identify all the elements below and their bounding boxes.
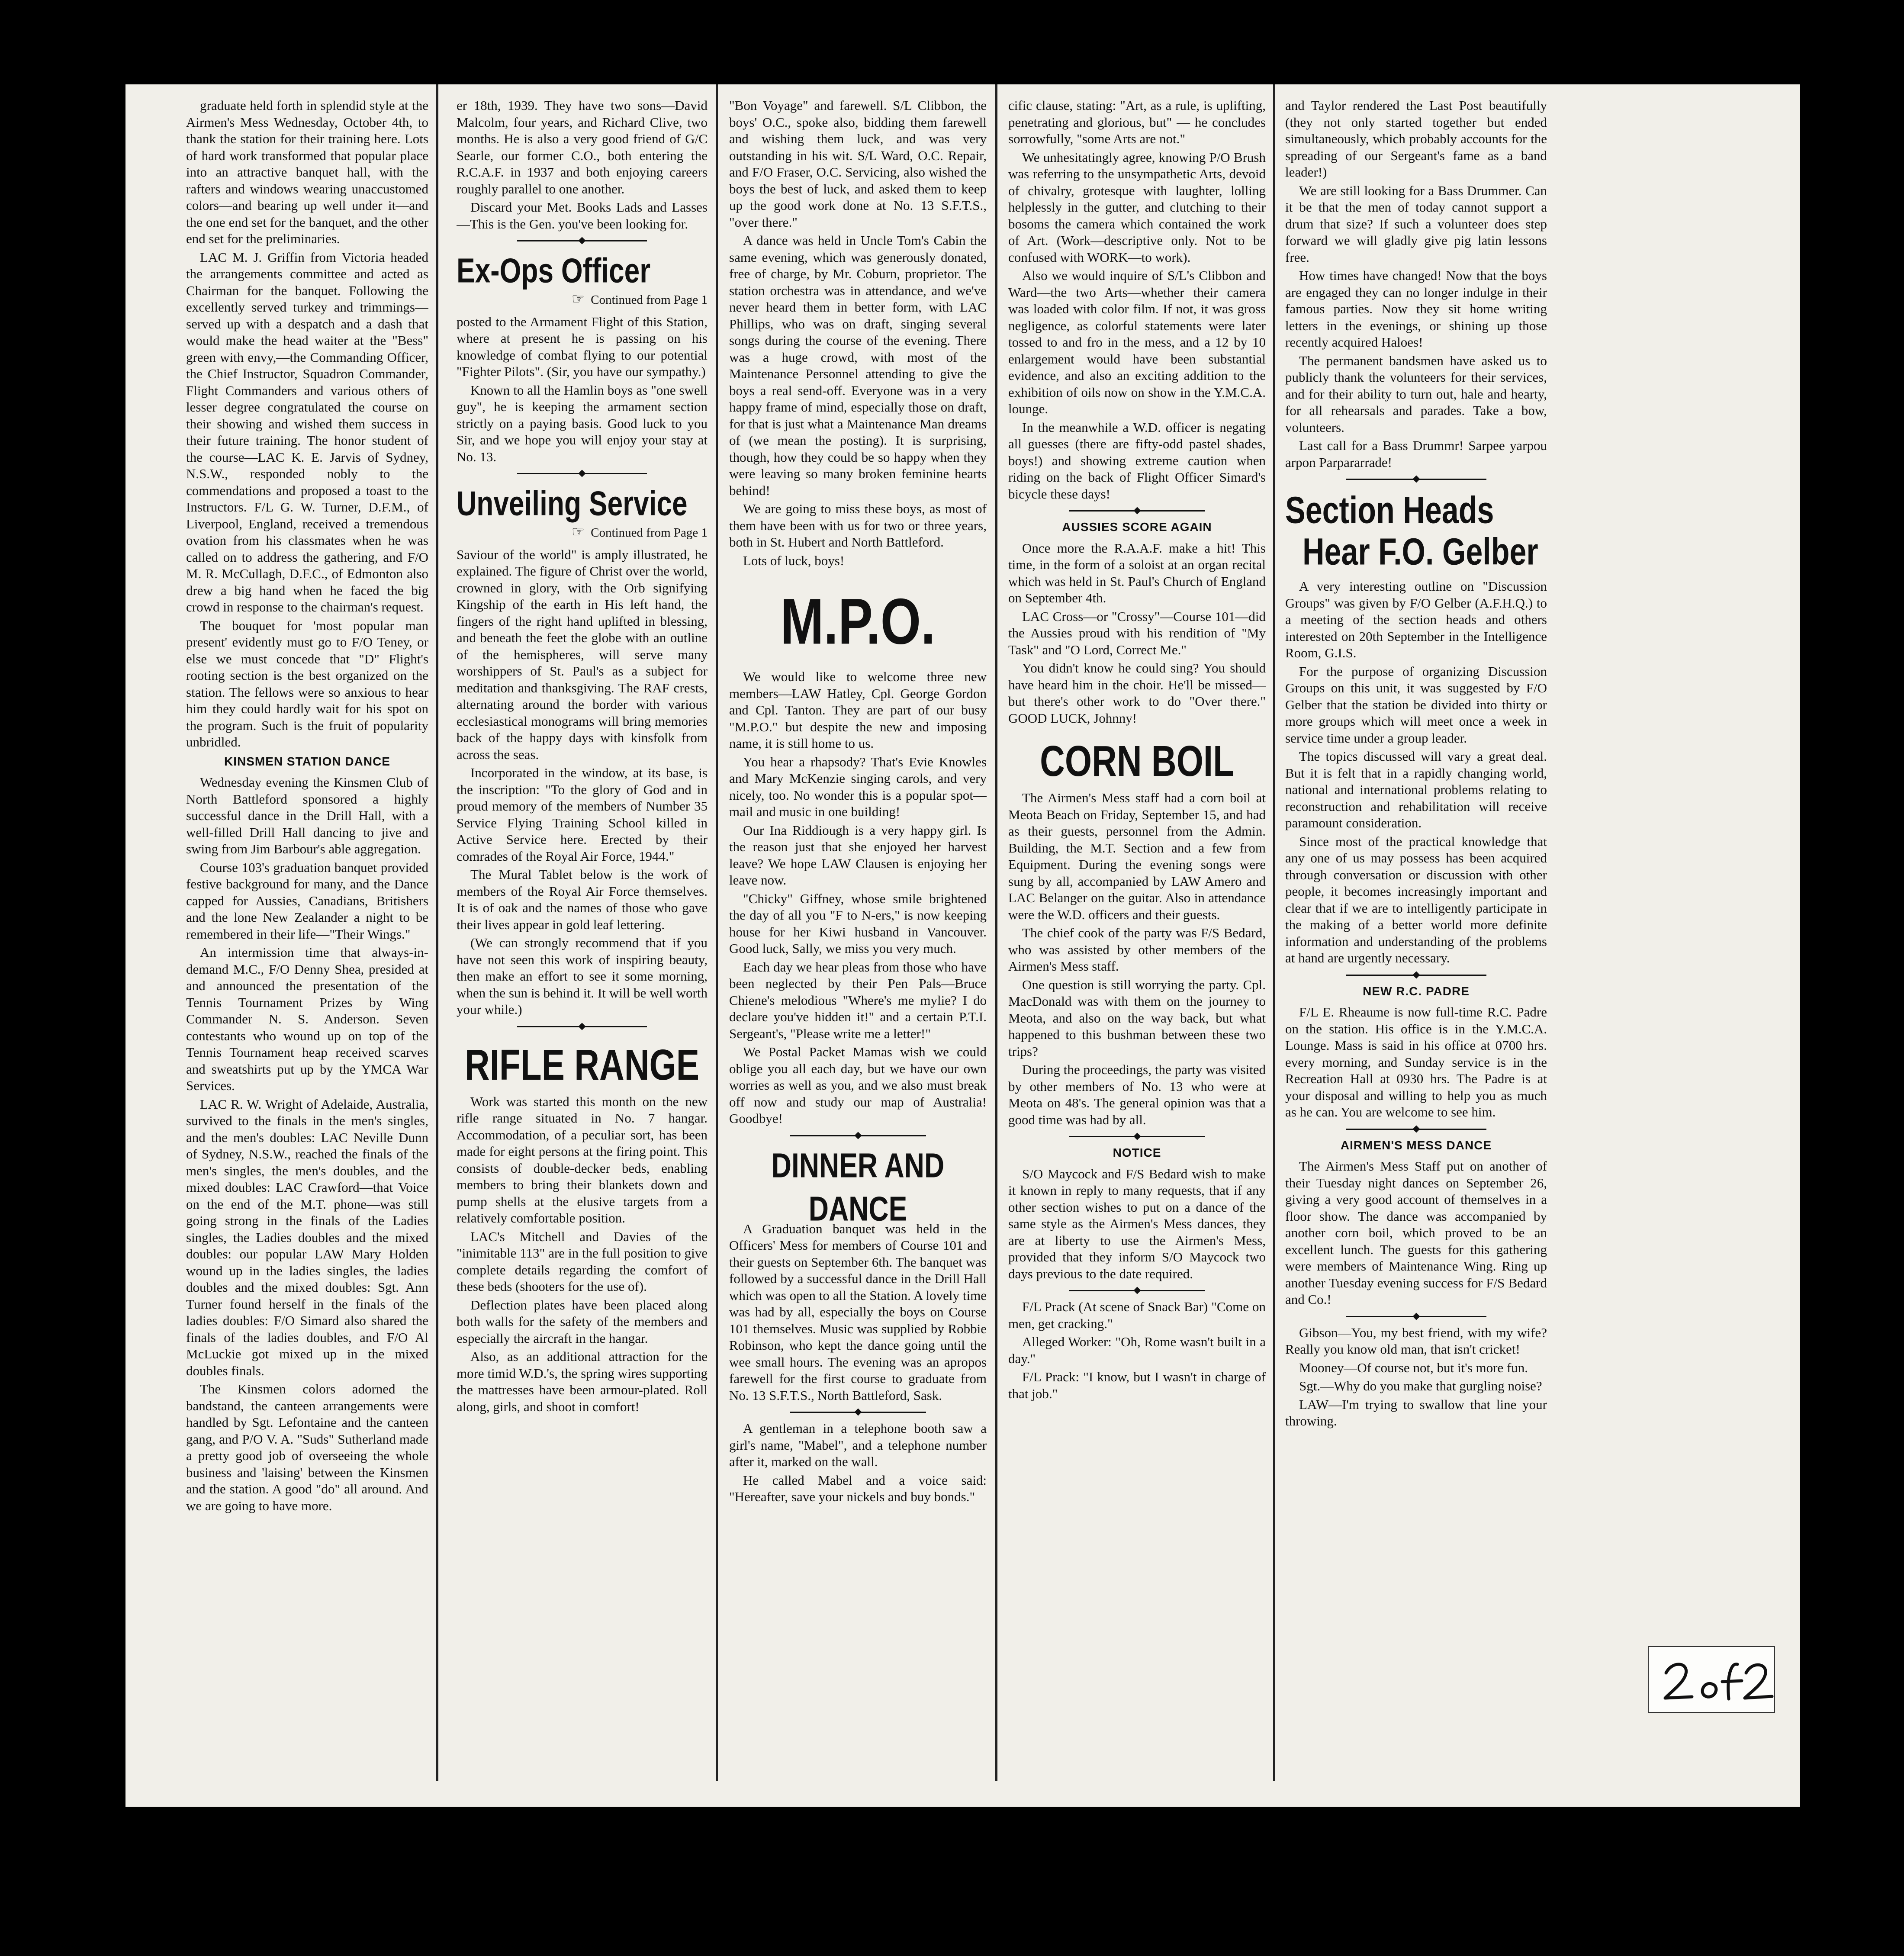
- column-rule: [995, 84, 997, 1781]
- mpo-headline: M.P.O.: [780, 585, 936, 658]
- diamond-rule-icon: [1285, 1313, 1547, 1320]
- article-paragraph: Also we would inquire of S/L's Clibbon and Ward—the two Arts—whether their camera was loaded with color film. If not, it was gross negligence, as colorful statements were later tossed to and fro in the mess, and a 12 by 10 enlargement would have been substantial evidence, and also an exciting addition to the exhibition of oils now on show in the Y.M.C.A. lounge.: [1008, 268, 1266, 416]
- diamond-rule-icon: [729, 1408, 987, 1416]
- article-paragraph: During the proceedings, the party was visited by other members of No. 13 who were at Meota on 48's. The general opinion was that a good time was had by all.: [1008, 1062, 1266, 1127]
- article-paragraph: He called Mabel and a voice said: "Hereafter, save your nickels and buy bonds.": [729, 1472, 987, 1504]
- article-paragraph: We Postal Packet Mamas wish we could oblige you all each day, but we have our own worries as well as you, and we also must break off now and study our map of Australia! Goodbye!: [729, 1044, 987, 1126]
- article-paragraph: LAC's Mitchell and Davies of the "inimitable 113" are in the full position to give complete details regarding the comfort of these beds (shooters for the use of).: [457, 1229, 708, 1294]
- diamond-rule-icon: [457, 237, 708, 244]
- article-paragraph: The Airmen's Mess Staff put on another of their Tuesday night dances on September 26, giving a very good account of themselves in a floor show. The dance was accompanied by another corn boil, which proved to be an excellent lunch. The guests for this gathering were members of Maintenance Wing. Ring up another Tuesday evening success for F/S Bedard and Co.!: [1285, 1158, 1547, 1307]
- diamond-rule-icon: [1008, 507, 1266, 515]
- article-paragraph: Sgt.—Why do you make that gurgling noise?: [1299, 1378, 1542, 1393]
- article-paragraph: er 18th, 1939. They have two sons—David Malcolm, four years, and Richard Clive, two months. He is also a very good friend of G/C Searle, our former C.O., both entering the R.C.A.F. in 1937 and both enjoying careers roughly parallel to one another.: [457, 98, 708, 196]
- article-paragraph: We are still looking for a Bass Drummer. Can it be that the men of today cannot support a drum that size? If such a volunteer does step forward we will gladly give pig latin lessons free.: [1285, 183, 1547, 265]
- padre-headline: NEW R.C. PADRE: [1363, 984, 1470, 998]
- article-paragraph: We are going to miss these boys, as most of them have been with us for two or three years, both in St. Hubert and North Battleford.: [729, 501, 987, 550]
- article-paragraph: F/L Prack: "I know, but I wasn't in charge of that job.": [1008, 1369, 1266, 1401]
- aussies-headline: AUSSIES SCORE AGAIN: [1062, 520, 1212, 534]
- article-paragraph: We would like to welcome three new members—LAW Hatley, Cpl. George Gordon and Cpl. Tanton. They are part of our busy "M.P.O." but despite the new and imposing name, it is still home to us.: [729, 669, 987, 751]
- article-paragraph: Lots of luck, boys!: [743, 553, 845, 568]
- article-paragraph: (We can strongly recommend that if you have not seen this work of inspiring beauty, then make an effort to see it some morning, when the sun is behind it. It will be well worth your while.): [457, 935, 708, 1017]
- diamond-rule-icon: [457, 1023, 708, 1030]
- article-paragraph: Our Ina Riddiough is a very happy girl. Is the reason just that she enjoyed her harvest leave? We hope LAW Clausen is enjoying her leave now.: [729, 822, 987, 888]
- article-paragraph: You hear a rhapsody? That's Evie Knowles and Mary McKenzie singing carols, and very nicely, too. No wonder this is a popular spot—mail and music in one building!: [729, 754, 987, 819]
- article-paragraph: "Chicky" Giffney, whose smile brightened the day of all you "F to N-ers," is now keeping house for her Kiwi husband in Vancouver. Good luck, Sally, we miss you very much.: [729, 891, 987, 956]
- column-5: [1285, 97, 1547, 1655]
- rifle-range-headline: RIFLE RANGE: [464, 1040, 700, 1089]
- kinsmen-headline: KINSMEN STATION DANCE: [224, 754, 390, 768]
- column-rule: [716, 84, 718, 1781]
- article-paragraph: Saviour of the world" is amply illustrated, he explained. The figure of Christ over the world, crowned in glory, with the Orb signifying Kingship of the earth in His left hand, the fingers of the right hand uplifted in blessing, and beneath the feet the globe with an outline of the hemispheres, will serve many worshippers of St. Paul's as a subject for meditation and thanksgiving. The RAF crests, alternating around the border with various ecclesiastical monograms will bring memories back of the happy days with kinsfolk from across the seas.: [457, 547, 708, 762]
- article-paragraph: Since most of the practical knowledge that any one of us may possess has been acquired through conversation or discussion with other people, it becomes increasingly important and clear that if we are to intelligently participate in the making of a better world more definite information and understanding of the problems at hand are urgently necessary.: [1285, 833, 1547, 965]
- article-paragraph: Mooney—Of course not, but it's more fun.: [1299, 1360, 1528, 1375]
- diamond-rule-icon: [1008, 1287, 1266, 1294]
- article-paragraph: and Taylor rendered the Last Post beautifully (they not only started together but ended simultaneously, which probably accounts for the spreading of our Sergeant's fame as a band leader!): [1285, 98, 1547, 180]
- article-paragraph: Gibson—You, my best friend, with my wife? Really you know old man, that isn't cricket!: [1285, 1325, 1547, 1357]
- article-paragraph: F/L E. Rheaume is now full-time R.C. Padre on the station. His office is in the Y.M.C.A. Lounge. Mass is said in his office at 0700 hrs. every morning, and Sunday service is in the Recreation Hall at 0930 hrs. The Padre is at your disposal and willing to help you as much as he can. You are welcome to see him.: [1285, 1004, 1547, 1120]
- article-paragraph: Each day we hear pleas from those who have been neglected by their Pen Pals—Bruce Chiene's melodious "Where's me mylie? I do declare you've hidden it!" and a certain P.T.I. Sergeant's, "Please write me a letter!": [729, 959, 987, 1041]
- article-paragraph: Once more the R.A.A.F. make a hit! This time, in the form of a soloist at an organ recital which was held in St. Paul's Church of England on September 4th.: [1008, 540, 1266, 605]
- article-paragraph: The Airmen's Mess staff had a corn boil at Meota Beach on Friday, September 15, and had as their guests, personnel from the Admin. Building, the M.T. Section and a few from Equipment. During the evening songs were sung by all, accompanied by LAW Amero and LAC Belanger on the guitar. Also in attendance were the W.D. officers and their guests.: [1008, 790, 1266, 922]
- article-paragraph: The Kinsmen colors adorned the bandstand, the canteen arrangements were handled by Sgt. Lefontaine and the canteen gang, and P/O V. A. "Suds" Sutherland made a pretty good job of overseeing the whole business and 'laising' between the Kinsmen and the station. A good "do" all around. And we are going to have more.: [186, 1381, 428, 1513]
- article-paragraph: For the purpose of organizing Discussion Groups on this unit, it was suggested by F/O Gelber that the station be divided into thirty or more groups which will meet once a week in service time under a group leader.: [1285, 663, 1547, 746]
- corn-boil-headline: CORN BOIL: [1040, 737, 1234, 785]
- newspaper-page: [125, 84, 1800, 1807]
- diamond-rule-icon: [729, 1132, 987, 1139]
- article-paragraph: How times have changed! Now that the boys are engaged they can no longer indulge in their famous parties. Now they sit home writing letters in the evenings, or shining up those recently acquired Haloes!: [1285, 268, 1547, 350]
- column-rule: [1273, 84, 1275, 1781]
- article-paragraph: The Mural Tablet below is the work of members of the Royal Air Force themselves. It is of oak and the names of those who gave their lives appear in gold leaf lettering.: [457, 867, 708, 932]
- article-paragraph: A Graduation banquet was held in the Officers' Mess for members of Course 101 and their guests on September 6th. The banquet was followed by a successful dance in the Drill Hall which was open to all the Station. A lovely time was had by all, especially the boys on Course 101 themselves. Music was supplied by Robbie Robinson, who kept the dance going until the wee small hours. The evening was an apropos farewell for the first course to graduate from No. 13 S.F.T.S., North Battleford, Sask.: [729, 1221, 987, 1403]
- article-paragraph: Alleged Worker: "Oh, Rome wasn't built in a day.": [1008, 1334, 1266, 1366]
- pointing-hand-icon: ☞: [571, 524, 585, 540]
- article-paragraph: An intermission time that always-in-demand M.C., F/O Denny Shea, presided at and announced the presentation of the Tennis Tournament Prizes by Wing Commander N. S. Anderson. Seven contestants who wound up on top of the Tennis Tournament heap received scarves and sweatshirts put up by the YMCA War Services.: [186, 945, 428, 1093]
- article-paragraph: In the meanwhile a W.D. officer is negating all guesses (there are fifty-odd pastel shades, boys!) and showing extreme caution when riding on the back of Flight Officer Simard's bicycle these days!: [1008, 419, 1266, 502]
- column-2: [457, 97, 708, 1794]
- article-paragraph: Discard your Met. Books Lads and Lasses—This is the Gen. you've been looking for.: [457, 199, 708, 232]
- article-paragraph: Last call for a Bass Drummr! Sarpee yarpou arpon Parpararrade!: [1285, 438, 1547, 470]
- column-1: [186, 97, 428, 1794]
- section-heads-headline: Section Heads: [1285, 489, 1494, 531]
- article-paragraph: posted to the Armament Flight of this Station, where at present he is passing on his knowledge of combat flying to our potential "Fighter Pilots". (Sir, you have our sympathy.): [457, 314, 708, 379]
- article-paragraph: "Bon Voyage" and farewell. S/L Clibbon, the boys' O.C., spoke also, bidding them farewell and wishing them luck, and was very outstanding in his wit. S/L Ward, O.C. Repair, and F/O Fraser, O.C. Servicing, also wished the boys the best of luck, and asked them to keep up the good work done at No. 13 S.F.T.S., "over there.": [729, 98, 987, 230]
- article-paragraph: A dance was held in Uncle Tom's Cabin the same evening, which was generously donated, free of charge, by Mr. Coburn, proprietor. The station orchestra was in attendance, and we've never heard them in better form, with LAC Phillips, who was on draft, singing several songs during the course of the evening. There was a huge crowd, with most of the Maintenance Personnel attending to give the boys a real send-off. Everyone was in a very happy frame of mind, especially those on draft, for that is just what a Maintenance Man dreams of (we mean the posting). It is surprising, though, how they could be so happy when they were leaving so many broken feminine hearts behind!: [729, 233, 987, 498]
- article-paragraph: One question is still worrying the party. Cpl. MacDonald was with them on the journey to Meota, and also on the way back, but what happened to this bushman between these two trips?: [1008, 977, 1266, 1059]
- continued-note: ☞ Continued from Page 1: [571, 291, 708, 307]
- notice-headline: NOTICE: [1113, 1146, 1161, 1159]
- article-paragraph: The bouquet for 'most popular man present' evidently must go to F/O Teney, or else we must concede that "D" Flight's rooting section is the best organized on the station. The fellows were so anxious to hear him they could hardly wait for his spot on the program. Such is the fruit of popularity unbridled.: [186, 618, 428, 750]
- diamond-rule-icon: [457, 470, 708, 477]
- article-paragraph: The topics discussed will vary a great deal. But it is felt that in a rapidly changing world, national and international problems relating to reconstruction and rehabilitation will receive paramount consideration.: [1285, 749, 1547, 830]
- article-paragraph: A gentleman in a telephone booth saw a girl's name, "Mabel", and a telephone number after it, marked on the wall.: [729, 1421, 987, 1469]
- article-paragraph: S/O Maycock and F/S Bedard wish to make it known in reply to many requests, that if any other section wishes to put on a dance of the same style as the Airmen's Mess dances, they are at liberty to use the Airmen's Mess, provided that they inform S/O Maycock two days previous to the date required.: [1008, 1166, 1266, 1281]
- column-3: [729, 97, 987, 1794]
- article-paragraph: The permanent bandsmen have asked us to publicly thank the volunteers for their services, and for their ability to turn out, hale and hearty, for all rehearsals and parades. Take a bow, volunteers.: [1285, 353, 1547, 435]
- section-heads-subheadline: Hear F.O. Gelber: [1303, 530, 1538, 573]
- article-paragraph: Course 103's graduation banquet provided festive background for many, and the Dance capped for Aussies, Canadians, Britishers and the lone New Zealander a night to be remembered in their life—"Their Wings.": [186, 859, 428, 942]
- diamond-rule-icon: [1285, 1125, 1547, 1133]
- article-paragraph: LAW—I'm trying to swallow that line your throwing.: [1285, 1396, 1547, 1428]
- column-rule: [436, 84, 438, 1781]
- diamond-rule-icon: [1285, 475, 1547, 483]
- article-paragraph: Incorporated in the window, at its base, is the inscription: "To the glory of God and in proud memory of the members of Number 35 Service Flying Training School killed in Active Service here. Erected by their comrades of the Royal Air Force, 1944.": [457, 765, 708, 864]
- article-paragraph: LAC R. W. Wright of Adelaide, Australia, survived to the finals in the men's singles, and the men's doubles: LAC Neville Dunn of Sydney, N.S.W., reached the finals of the men's singles, the men's doubles, and the mixed doubles: LAC Crawford—that Voice on the end of the M.T. phone—was still going strong in the finals of the Ladies singles, the Ladies doubles and the mixed doubles: our popular LAW Mary Holden wound up in the ladies singles, the ladies doubles and the mixed doubles: Sgt. Ann Turner found herself in the finals of the ladies doubles: F/O Simard also shared the finals of the ladies doubles, and F/O Al McLuckie got mixed up in the mixed doubles finals.: [186, 1096, 428, 1378]
- article-paragraph: cific clause, stating: "Art, as a rule, is uplifting, penetrating and glorious, but" — he concludes sorrowfully, "some Arts are not.": [1008, 98, 1266, 146]
- article-paragraph: Wednesday evening the Kinsmen Club of North Battleford sponsored a highly successful dance in the Drill Hall, with a well-filled Drill Hall dancing to jive and swing from Jim Barbour's able aggregation.: [186, 775, 428, 856]
- unveiling-headline: Unveiling Service: [457, 484, 688, 523]
- dinner-dance-headline: DINNER AND DANCE: [771, 1145, 945, 1228]
- handwritten-2of2-icon: [1649, 1647, 1774, 1712]
- article-paragraph: A very interesting outline on "Discussion Groups" was given by F/O Gelber (A.F.H.Q.) to a meeting of the section heads and others interested on 20th September in the Intelligence Room, G.I.S.: [1285, 579, 1547, 660]
- exops-headline: Ex-Ops Officer: [457, 251, 651, 290]
- article-paragraph: Also, as an additional attraction for the more timid W.D.'s, the spring wires supporting the mattresses have been armour-plated. Roll along, girls, and shoot in comfort!: [457, 1349, 708, 1414]
- article-paragraph: LAC Cross—or "Crossy"—Course 101—did the Aussies proud with his rendition of "My Task" and "O Lord, Correct Me.": [1008, 608, 1266, 657]
- article-paragraph: We unhesitatingly agree, knowing P/O Brush was referring to the unsympathetic Arts, devoid of chivalry, grotesque with laughter, lolling helplessly in the gutter, and clutching to their bosoms the camera which contained the work of Art. (Work—descriptive only. Not to be confused with WORK—to work).: [1008, 149, 1266, 265]
- article-paragraph: Deflection plates have been placed along both walls for the safety of the members and especially the aircraft in the hangar.: [457, 1297, 708, 1346]
- article-paragraph: LAC M. J. Griffin from Victoria headed the arrangements committee and acted as Chairman for the banquet. Following the excellently served turkey and trimmings—served up with a despatch and a dash that would make the head waiter at the "Bess" green with envy,—the Commanding Officer, the Chief Instructor, Squadron Commander, Flight Commanders and various others of lesser degree congratulated the course on their showing and wished them success in their future training. The honor student of the course—LAC K. E. Jarvis of Sydney, N.S.W., responded nobly to the commendations and proposed a toast to the Instructors. F/L G. W. Turner, D.F.M., of Liverpool, England, received a tremendous ovation from his classmates when he was called on to address the gathering, and F/O M. R. McCullagh, D.F.C., of Edmonton also drew a big hand when he faced the big crowd in response to the chairman's request.: [186, 249, 428, 614]
- article-paragraph: The chief cook of the party was F/S Bedard, who was assisted by other members of the Airmen's Mess staff.: [1008, 925, 1266, 974]
- handwritten-page-note: [1648, 1646, 1775, 1713]
- diamond-rule-icon: [1008, 1132, 1266, 1140]
- mess-dance-headline: AIRMEN'S MESS DANCE: [1340, 1138, 1492, 1152]
- article-paragraph: graduate held forth in splendid style at the Airmen's Mess Wednesday, October 4th, to thank the station for their training here. Lots of hard work transformed that popular place into an attractive banquet hall, with the rafters and windows wearing unaccustomed colors—and bearing up well under it—and the one end set for the banquet, and the other end set for the preliminaries.: [186, 98, 428, 246]
- diamond-rule-icon: [1285, 971, 1547, 979]
- article-paragraph: F/L Prack (At scene of Snack Bar) "Come on men, get cracking.": [1008, 1299, 1266, 1331]
- pointing-hand-icon: ☞: [571, 291, 585, 307]
- article-paragraph: You didn't know he could sing? You should have heard him in the choir. He'll be missed—but there's other work to do "Over there." GOOD LUCK, Johnny!: [1008, 660, 1266, 726]
- article-paragraph: Work was started this month on the new rifle range situated in No. 7 hangar. Accommodation, of a peculiar sort, has been made for eight persons at the firing point. This consists of double-decker beds, enabling members to bring their blankets down and pump shells at the elusive targets from a relatively comfortable position.: [457, 1094, 708, 1226]
- continued-note: ☞ Continued from Page 1: [571, 524, 708, 540]
- column-4: [1008, 97, 1266, 1794]
- article-paragraph: Known to all the Hamlin boys as "one swell guy", he is keeping the armament section strictly on a paying basis. Good luck to you Sir, and we hope you will enjoy your stay at No. 13.: [457, 382, 708, 464]
